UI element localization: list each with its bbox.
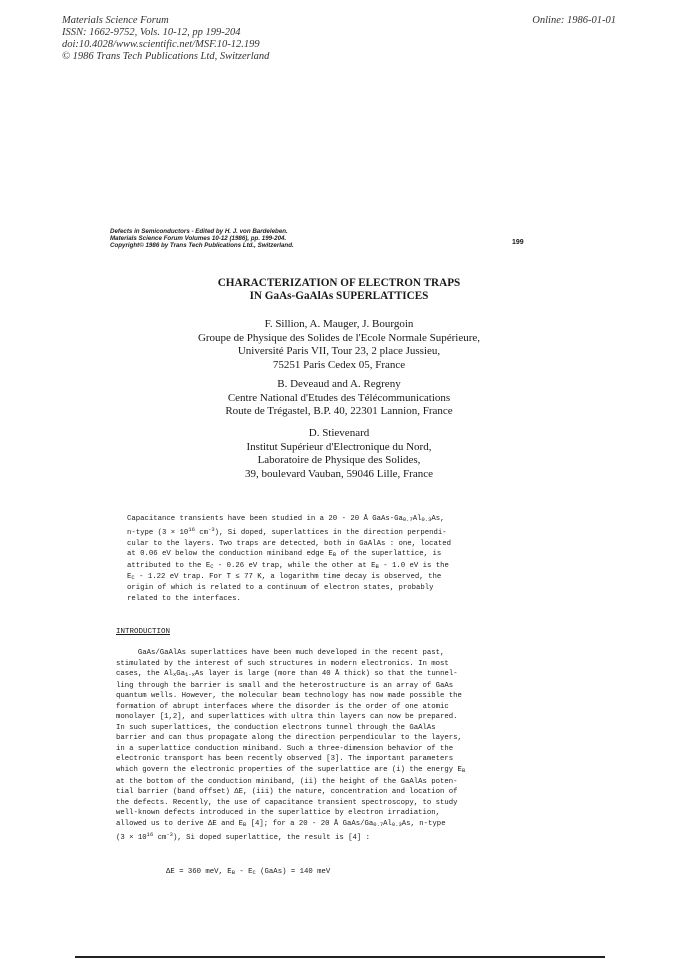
body-line: ($3 \times 10^{16}$ $cm^{-3}$), Si doped superlattice, the result is [4] :	[116, 831, 371, 843]
page-bottom-rule	[75, 956, 605, 958]
doi-line: doi:10.4028/www.scientific.net/MSF.10-12.199	[62, 39, 260, 50]
body-line: stimulated by the interest of such structures in modern electronics. In most	[116, 659, 449, 668]
body-line: barrier and can thus propagate along the direction perpendicular to the layers,	[116, 734, 462, 743]
copyright-line: © 1986 Trans Tech Publications Ltd, Switzerland	[62, 51, 270, 62]
book-line-3: Copyright© 1986 by Trans Tech Publications Ltd., Switzerland.	[110, 242, 294, 250]
body-line: at the bottom of the conduction miniband, (ii) the height of the GaAlAs poten-	[116, 777, 458, 786]
abstract-line: n-type ($3 \times 10^{16}$ $cm^{-3}$), Si doped, superlattices in the direction perpendi-	[127, 526, 447, 538]
body-line: cases, the $Al_xGa_{1-x}As$ layer is large (more than 40 Å thick) so that the tunnel-	[116, 670, 458, 679]
abstract-line: attributed to the $E_C - 0.26$ eV trap, while the other at $E_B - 1.0$ eV is the	[127, 561, 449, 570]
affiliation-block	[0, 378, 678, 419]
abstract-line: $E_C - 1.22$ eV trap. For T ≤ 77 K, a logarithm time decay is observed, the	[127, 573, 442, 582]
body-line: electronic transport has been recently observed [3]. The important parameters	[116, 755, 454, 764]
book-line-1: Defects in Semiconductors - Edited by H. J. von Bardeleben.	[110, 228, 288, 235]
affiliation-line: Institut Supérieur d'Electronique du Nord,	[246, 441, 432, 454]
book-info	[110, 228, 294, 250]
body-line: monolayer [1,2], and superlattices with ultra thin layers can now be prepared.	[116, 713, 458, 722]
body-line: In such superlattices, the conduction electrons tunnel through the GaAlAs	[116, 723, 436, 732]
issn-line: ISSN: 1662-9752, Vols. 10-12, pp 199-204	[62, 27, 241, 38]
affiliation-block	[0, 318, 678, 372]
affiliation-line: 39, boulevard Vauban, 59046 Lille, France	[245, 467, 433, 480]
affiliation-line: 75251 Paris Cedex 05, France	[272, 358, 406, 371]
abstract-line: cular to the layers. Two traps are detected, both in GaAlAs : one, located	[127, 539, 452, 548]
body-line: in a superlattice conduction miniband. Such a three-dimension behavior of the	[116, 744, 454, 753]
affiliation-line: Université Paris VII, Tour 23, 2 place Jussieu,	[237, 345, 441, 358]
online-date: Online: 1986-01-01	[532, 15, 616, 26]
paper-title	[0, 277, 678, 302]
journal-header	[62, 15, 269, 63]
body-line: GaAs/GaAlAs superlattices have been much developed in the recent past,	[116, 649, 445, 657]
body-line: the defects. Recently, the use of capacitance transient spectroscopy, to study	[116, 798, 458, 807]
abstract-line: Capacitance transients have been studied in a 20 - 20 Å GaAs-$Ga_{0.7}Al_{0.3}As$,	[127, 515, 445, 523]
author-names: F. Sillion, A. Mauger, J. Bourgoin	[264, 318, 414, 330]
abstract	[127, 514, 547, 604]
body-line: ling through the barrier is small and the heterostructure is an array of GaAs	[116, 681, 454, 690]
body-line: formation of abrupt interfaces where the disorder is the order of one atomic	[116, 702, 449, 711]
book-line-2: Materials Science Forum Volumes 10-12 (1986), pp. 199-204.	[110, 235, 287, 243]
title-line-1: CHARACTERIZATION OF ELECTRON TRAPS	[217, 277, 461, 289]
body-line: tial barrier (band offset) ΔE, (iii) the nature, concentration and location of	[116, 788, 458, 797]
journal-name: Materials Science Forum	[62, 15, 169, 26]
affiliation-block	[0, 427, 678, 481]
affiliation-line: Groupe de Physique des Solides de l'Ecole Normale Supérieure,	[197, 332, 481, 345]
title-line-2: IN GaAs-GaAlAs SUPERLATTICES	[249, 289, 429, 302]
page-number: 199	[512, 239, 524, 246]
introduction-body	[116, 648, 546, 844]
affiliation-line: Centre National d'Etudes des Télécommunications	[227, 392, 451, 405]
body-line: quantum wells. However, the molecular beam technology has now made possible the	[116, 692, 462, 701]
affiliation-line: Laboratoire de Physique des Solides,	[257, 454, 421, 467]
body-line: allowed us to derive ΔE and $E_B$ [4]; for a 20 - 20 Å GaAs/$Ga_{0.7}Al_{0.3}As$, n-type	[116, 819, 446, 828]
affiliation-line: Route de Trégastel, B.P. 40, 22301 Lannion, France	[225, 405, 453, 418]
section-heading-introduction: INTRODUCTION	[116, 628, 171, 636]
author-names: D. Stievenard	[308, 427, 370, 439]
abstract-line: related to the interfaces.	[127, 594, 241, 603]
author-names: B. Deveaud and A. Regreny	[277, 378, 401, 390]
body-line: well-known defects introduced in the superlattice by electron irradiation,	[116, 809, 441, 818]
abstract-line: origin of which is related to a continuum of electron states, probably	[127, 584, 434, 593]
abstract-line: at 0.06 eV below the conduction miniband edge $E_B$ of the superlattice, is	[127, 550, 442, 559]
body-line: which govern the electronic properties of the superlattice are (i) the energy $E_B$	[116, 766, 466, 775]
equation: ΔE = 360 meV, $E_B - E_C$ (GaAs) = 140 meV	[166, 868, 331, 876]
